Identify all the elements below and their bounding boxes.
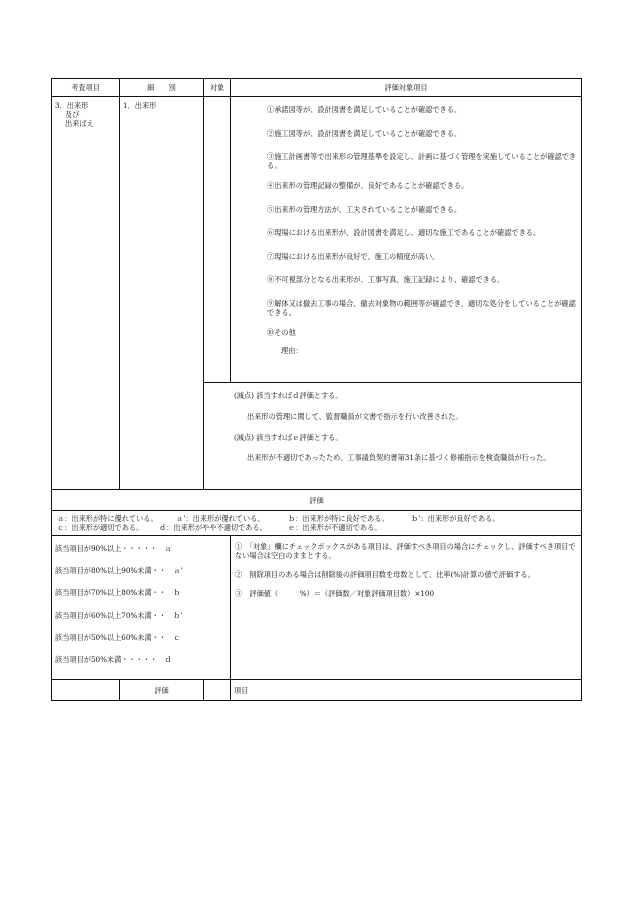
criterion-4: ④出来形の管理記録の整備が、良好であることが確認できる。 bbox=[267, 181, 469, 190]
legend-b-prime: ｂ’：出来形が良好である。 bbox=[411, 514, 500, 523]
header-criteria: 評価対象項目 bbox=[231, 79, 582, 97]
legend-c: ｃ：出来形が適切である。 bbox=[57, 523, 144, 532]
deduction-d-body: 出来形の管理に関して、監督職員が文書で指示を行い改善された。 bbox=[247, 412, 463, 421]
evaluation-title: 評価 bbox=[52, 490, 582, 511]
deduction-e-body: 出来形が不適切であったため、工事請負契約書第31条に基づく修補指示を検査職員が行った。 bbox=[247, 453, 551, 462]
criterion-7: ⑦現場における出来形が良好で、施工の精度が高い。 bbox=[267, 251, 440, 261]
footer-eval-label: 評価 bbox=[120, 680, 204, 701]
evaluation-title-row bbox=[52, 490, 582, 511]
level-a-prime: 該当項目が80%以上90%未満・・ ａ’ bbox=[55, 566, 183, 576]
levels-row bbox=[52, 536, 582, 680]
levels-cell bbox=[52, 536, 231, 680]
evaluation-table bbox=[51, 78, 582, 701]
legend-line-1 bbox=[57, 514, 576, 523]
category-cell bbox=[52, 97, 120, 490]
legend-cell bbox=[52, 511, 582, 536]
legend-b: ｂ：出来形が特に良好である。 bbox=[288, 514, 389, 523]
level-b: 該当項目が70%以上80%未満・・ ｂ bbox=[55, 588, 181, 598]
evaluation-sheet bbox=[51, 78, 581, 701]
category-line1: 3．出来形 bbox=[55, 101, 89, 110]
table-header-row bbox=[52, 79, 582, 97]
header-subcategory: 細 別 bbox=[120, 79, 204, 97]
legend-e: ｅ：出来形が不適切である。 bbox=[288, 523, 382, 532]
criteria-cell bbox=[231, 97, 582, 383]
criterion-9: ⑨解体又は撤去工事の場合、撤去対象物の範囲等が確認でき、適切な処分をしていることが確認できる。 bbox=[267, 298, 576, 317]
footer-eval-value[interactable] bbox=[204, 680, 231, 701]
criterion-2: ②施工図等が、設計図書を満足していることが確認できる。 bbox=[267, 128, 462, 138]
header-target: 対象 bbox=[204, 79, 231, 97]
subcategory-label: 1．出来形 bbox=[123, 101, 157, 110]
deduction-e-heading: (減点) 該当すればｅ評価とする。 bbox=[234, 433, 343, 442]
legend-a: ａ：出来形が特に優れている。 bbox=[57, 514, 158, 523]
footer-row bbox=[52, 680, 582, 701]
criterion-5: ⑤出来形の管理方法が、工夫されていることが確認できる。 bbox=[267, 204, 462, 214]
legend-a-prime: ａ’：出来形が優れている。 bbox=[176, 514, 265, 523]
criterion-6: ⑥現場における出来形が、設計図書を満足し、適切な施工であることが確認できる。 bbox=[267, 228, 541, 237]
criterion-3: ③施工計画書等で出来形の管理基準を設定し、計画に基づく管理を実施していることが確認できる。 bbox=[267, 152, 577, 170]
footer-empty-cell bbox=[52, 680, 120, 701]
criterion-1: ①承諾図等が、設計図書を満足していることが確認できる。 bbox=[267, 105, 462, 114]
legend-d: ｄ：出来形がやや不適切である。 bbox=[159, 523, 267, 532]
footer-item-label: 項目 bbox=[231, 680, 582, 701]
legend-row bbox=[52, 511, 582, 536]
note-3: ③ 評価値（ %）＝（評価数／対象評価項目数）×100 bbox=[235, 589, 435, 598]
criteria-row bbox=[52, 97, 582, 383]
criterion-10: ⑩その他 bbox=[267, 327, 296, 337]
note-1: ① 「対象」欄にチェックボックスがある項目は、評価すべき項目の場合にチェックし、評価すべき項目でない場合は空白のままとする。 bbox=[235, 542, 576, 560]
target-cell bbox=[204, 97, 231, 383]
level-a: 該当項目が90%以上・・・・・ ａ bbox=[55, 544, 172, 553]
level-c: 該当項目が50%以上60%未満・・ ｃ bbox=[55, 632, 181, 642]
reason-label: 理由： bbox=[281, 345, 303, 355]
category-line3: 出来ばえ bbox=[65, 119, 94, 128]
category-line2: 及び bbox=[65, 110, 80, 119]
header-category: 考査項目 bbox=[52, 79, 120, 97]
legend-line-2 bbox=[57, 523, 576, 532]
deduction-cell bbox=[204, 383, 582, 490]
deduction-d-heading: (減点) 該当すればｄ評価とする。 bbox=[234, 391, 343, 400]
notes-cell bbox=[231, 536, 582, 680]
level-d: 該当項目が50%未満・・・・・ ｄ bbox=[55, 654, 172, 664]
note-2: ② 削除項目のある場合は削除後の評価項目数を母数として、比率(%)計算の値で評価する。 bbox=[235, 570, 535, 579]
level-b-prime: 該当項目が60%以上70%未満・・ ｂ’ bbox=[55, 610, 183, 620]
criterion-8: ⑧不可視部分となる出来形が、工事写真、施工記録により、確認できる。 bbox=[267, 275, 505, 284]
subcategory-cell bbox=[120, 97, 204, 490]
